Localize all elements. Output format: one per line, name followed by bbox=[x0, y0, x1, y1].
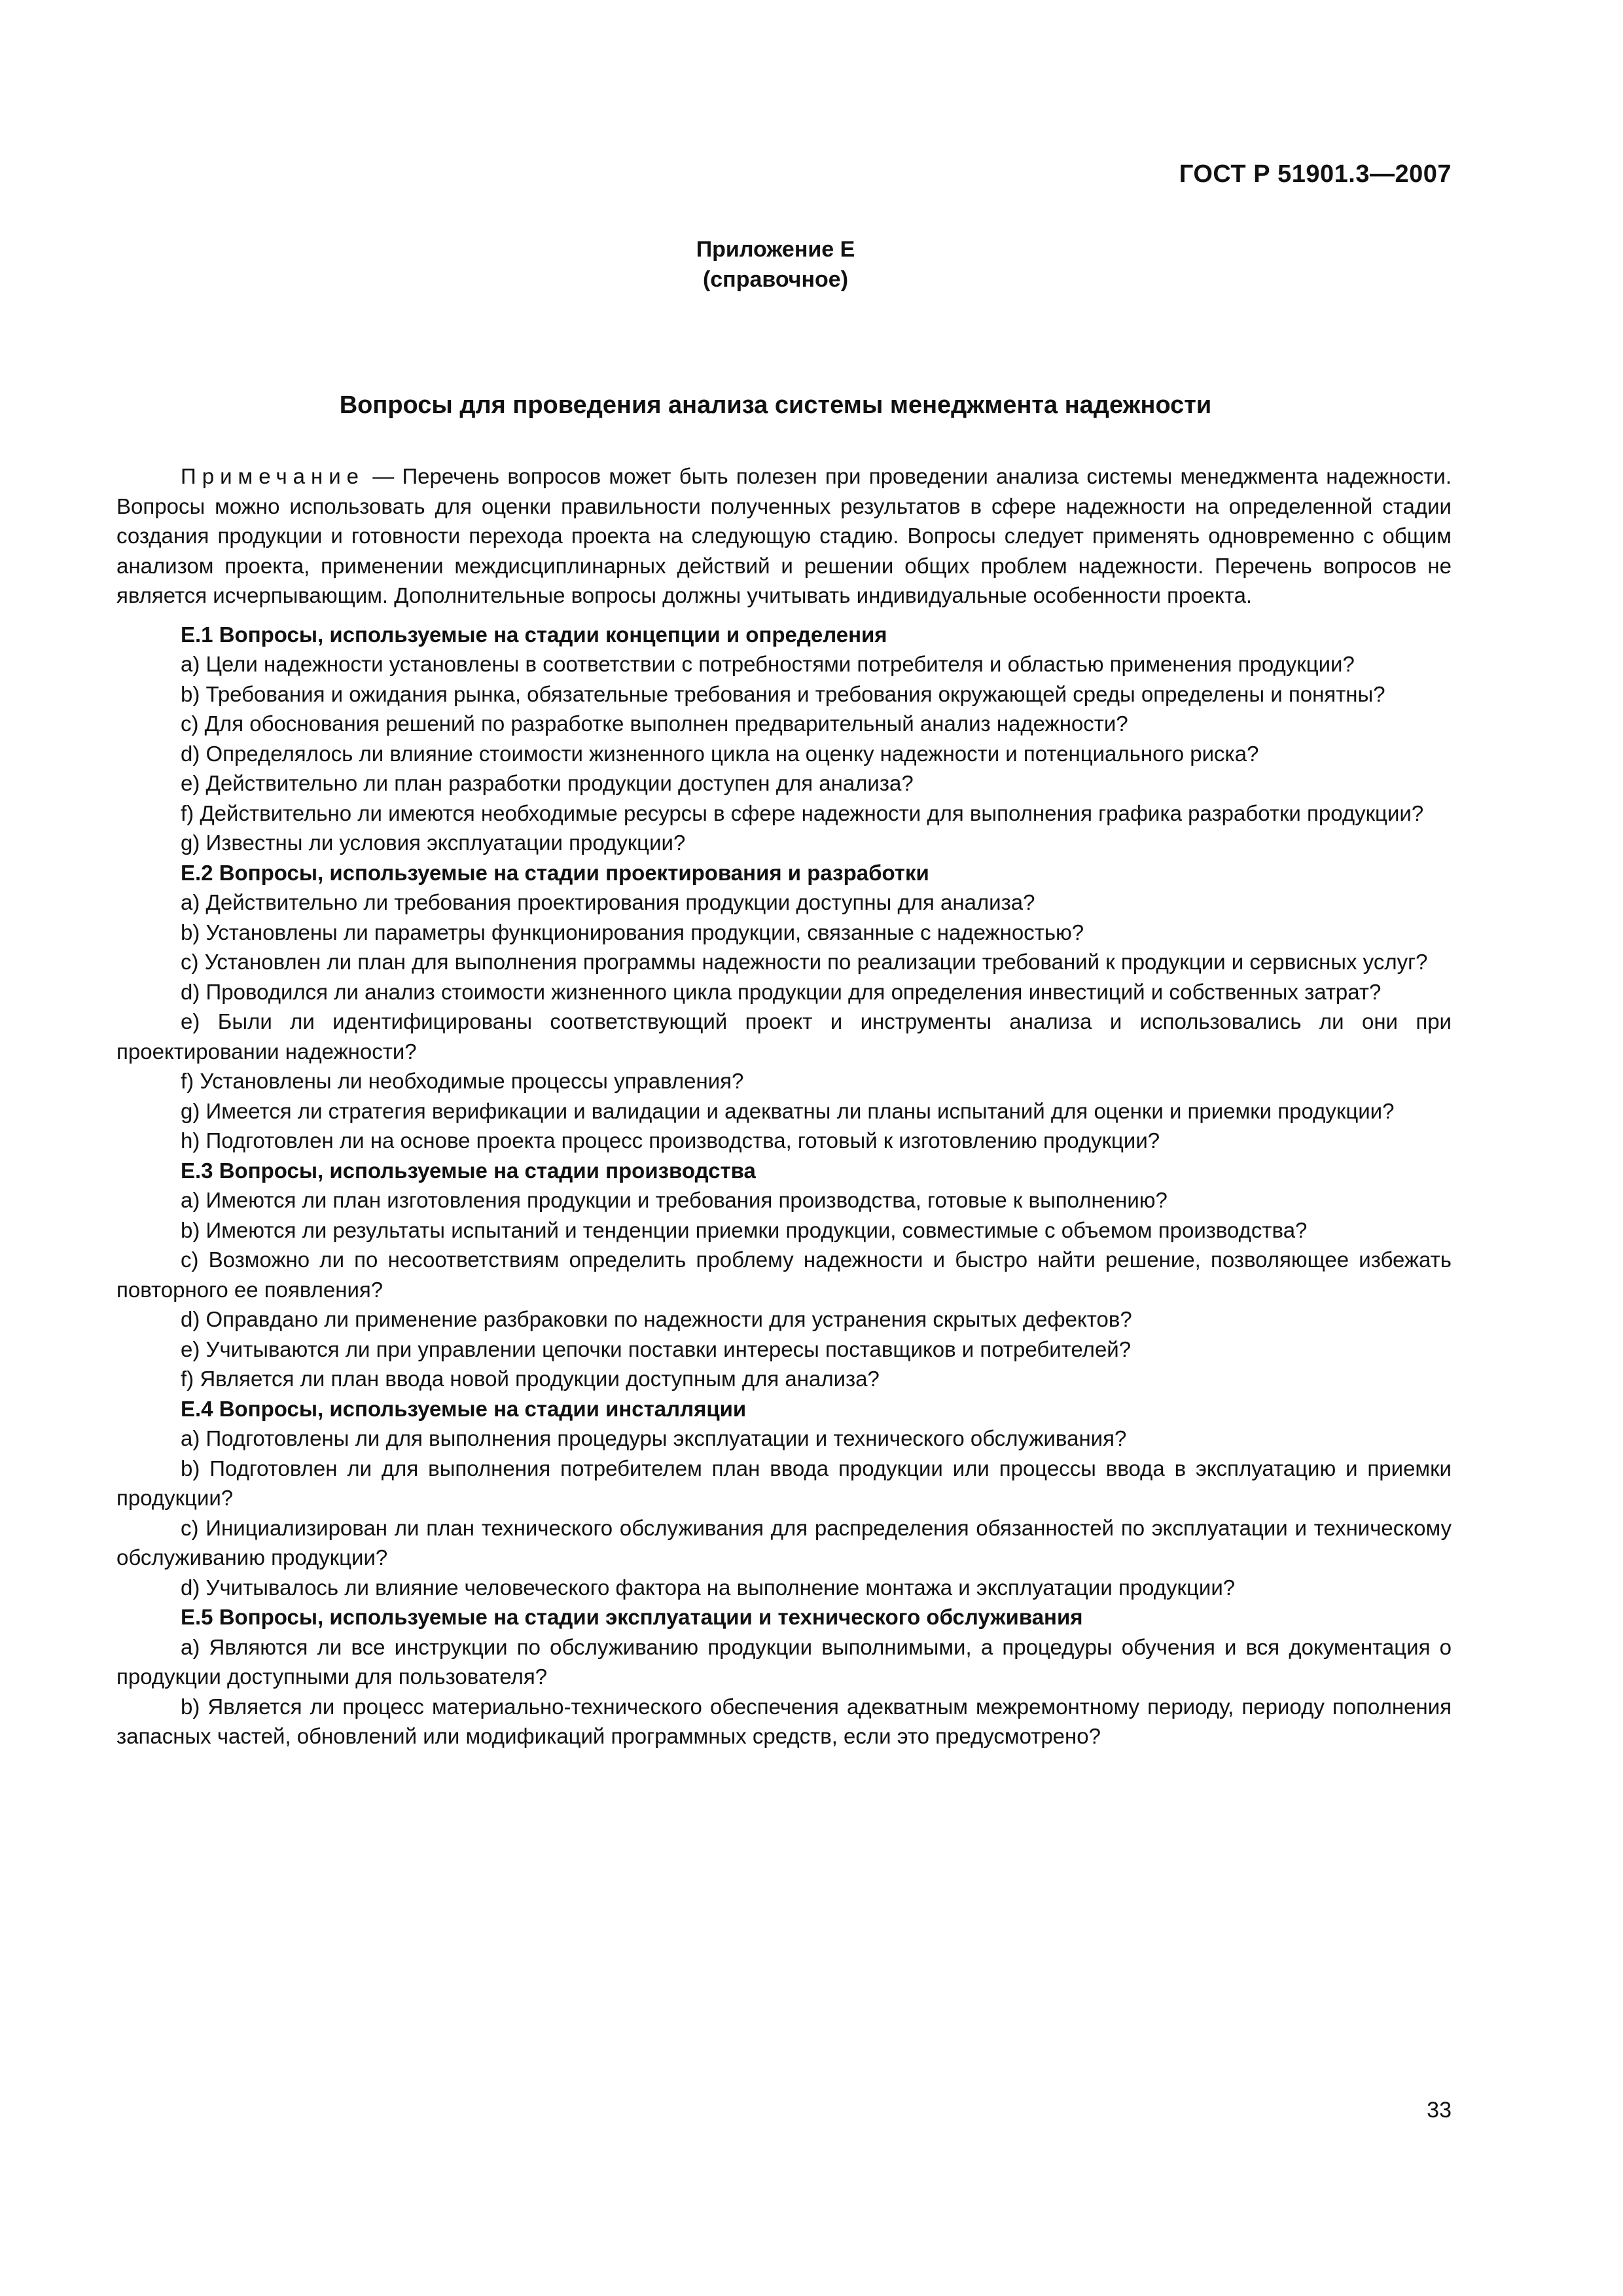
document-body bbox=[116, 461, 1452, 1751]
standard-designation: ГОСТ Р 51901.3—2007 bbox=[1179, 160, 1452, 188]
question-item: b) Является ли процесс материально-технического обеспечения адекватным межремонтному периоду, периоду пополнения запасных частей, обновлений или модификаций программных средств, если это предусмотрено? bbox=[116, 1694, 1452, 1748]
question-item: a) Действительно ли требования проектирования продукции доступны для анализа? bbox=[181, 890, 1035, 914]
question-item: a) Цели надежности установлены в соответствии с потребностями потребителя и областью применения продукции? bbox=[181, 652, 1355, 676]
annex-title: Приложение Е bbox=[696, 237, 855, 262]
section-heading: Е.4 Вопросы, используемые на стадии инсталляции bbox=[181, 1396, 747, 1421]
annex-subtitle: (справочное) bbox=[702, 267, 849, 292]
question-item: b) Требования и ожидания рынка, обязательные требования и требования окружающей среды определены и понятны? bbox=[181, 681, 1385, 706]
section-heading: Е.1 Вопросы, используемые на стадии концепции и определения bbox=[181, 622, 887, 647]
page-number: 33 bbox=[1427, 2098, 1452, 2123]
page-title: Вопросы для проведения анализа системы менеджмента надежности bbox=[339, 391, 1212, 419]
question-item: d) Учитывалось ли влияние человеческого фактора на выполнение монтажа и эксплуатации продукции? bbox=[181, 1575, 1236, 1600]
question-item: f) Установлены ли необходимые процессы управления? bbox=[181, 1069, 744, 1093]
question-item: h) Подготовлен ли на основе проекта процесс производства, готовый к изготовлению продукции? bbox=[181, 1128, 1160, 1153]
question-item: g) Известны ли условия эксплуатации продукции? bbox=[181, 831, 686, 855]
question-item: d) Проводился ли анализ стоимости жизненного цикла продукции для определения инвестиций и собственных затрат? bbox=[181, 979, 1382, 1004]
question-item: b) Установлены ли параметры функционирования продукции, связанные с надежностью? bbox=[181, 920, 1084, 944]
question-item: f) Действительно ли имеются необходимые ресурсы в сфере надежности для выполнения графика разработки продукции? bbox=[181, 800, 1424, 825]
sections-list bbox=[116, 620, 1452, 1751]
section-heading: Е.5 Вопросы, используемые на стадии эксплуатации и технического обслуживания bbox=[181, 1605, 1083, 1629]
note-paragraph bbox=[116, 461, 1452, 611]
question-item: f) Является ли план ввода новой продукции доступным для анализа? bbox=[181, 1367, 880, 1391]
section-heading: Е.2 Вопросы, используемые на стадии проектирования и разработки bbox=[181, 860, 929, 885]
question-item: c) Инициализирован ли план технического обслуживания для распределения обязанностей по эксплуатации и техническому обслуживанию продукции? bbox=[116, 1515, 1452, 1570]
annex-heading bbox=[0, 234, 1551, 295]
question-item: b) Имеются ли результаты испытаний и тенденции приемки продукции, совместимые с объемом производства? bbox=[181, 1217, 1308, 1242]
note-text: — Перечень вопросов может быть полезен при проведении анализа системы менеджмента надежности. Вопросы можно использовать для оценки правильности полученных результатов в сфере надежности на определенной стадии создания продукции и готовности перехода проекта на следующую стадию. Вопросы следует применять одновременно с общим анализом проекта, применении междисциплинарных действий и решении общих проблем надежности. Перечень вопросов не является исчерпывающим. Дополнительные вопросы должны учитывать индивидуальные особенности проекта. bbox=[116, 464, 1452, 607]
question-item: e) Учитываются ли при управлении цепочки поставки интересы поставщиков и потребителей? bbox=[181, 1336, 1132, 1361]
question-item: b) Подготовлен ли для выполнения потребителем план ввода продукции или процессы ввода в эксплуатацию и приемки продукции? bbox=[116, 1456, 1452, 1510]
question-item: c) Установлен ли план для выполнения программы надежности по реализации требований к продукции и сервисных услуг? bbox=[181, 950, 1428, 974]
note-label: Примечание bbox=[181, 464, 365, 488]
question-item: a) Являются ли все инструкции по обслуживанию продукции выполнимыми, а процедуры обучения и вся документация о продукции доступными для пользователя? bbox=[116, 1634, 1452, 1689]
question-item: d) Оправдано ли применение разбраковки по надежности для устранения скрытых дефектов? bbox=[181, 1307, 1132, 1331]
question-item: e) Действительно ли план разработки продукции доступен для анализа? bbox=[181, 771, 914, 795]
question-item: a) Подготовлены ли для выполнения процедуры эксплуатации и технического обслуживания? bbox=[181, 1426, 1127, 1450]
question-item: d) Определялось ли влияние стоимости жизненного цикла на оценку надежности и потенциального риска? bbox=[181, 741, 1259, 766]
question-item: a) Имеются ли план изготовления продукции и требования производства, готовые к выполнению? bbox=[181, 1188, 1168, 1212]
question-item: g) Имеется ли стратегия верификации и валидации и адекватны ли планы испытаний для оценки и приемки продукции? bbox=[181, 1098, 1395, 1123]
question-item: c) Возможно ли по несоответствиям определить проблему надежности и быстро найти решение, позволяющее избежать повторного ее появления? bbox=[116, 1247, 1452, 1302]
section-heading: Е.3 Вопросы, используемые на стадии производства bbox=[181, 1158, 756, 1183]
question-item: c) Для обоснования решений по разработке выполнен предварительный анализ надежности? bbox=[181, 711, 1128, 736]
question-item: e) Были ли идентифицированы соответствующий проект и инструменты анализа и использовались ли они при проектировании надежности? bbox=[116, 1009, 1452, 1064]
